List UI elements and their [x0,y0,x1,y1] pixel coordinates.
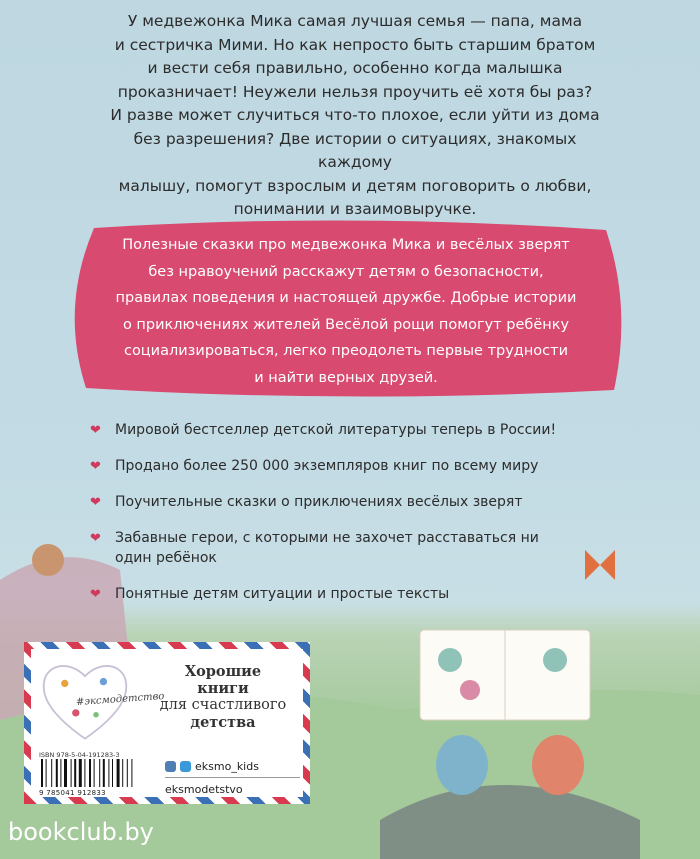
barcode-bar [41,759,43,787]
publisher-card [24,642,310,804]
heart-icon: ❤ [90,423,101,438]
barcode-bar [112,759,113,787]
isbn-text: ISBN 978-5-04-191283-3 [39,751,120,759]
highlight-line: и найти верных друзей. [254,369,438,386]
list-item [90,456,630,476]
intro-text [95,10,615,222]
barcode-bar [122,759,123,787]
barcode-bar [131,759,132,787]
barcode-bar [71,759,72,787]
highlight-line: социализироваться, легко преодолеть первые трудности [123,343,569,359]
intro-line: и вести себя правильно, особенно когда малышка [147,59,563,77]
list-item-text: Поучительные сказки о приключениях весёлых зверят [115,494,523,510]
watermark-text: bookclub.by [8,818,154,846]
slogan-line: Хорошие [184,663,262,680]
list-item [90,492,630,512]
list-item [90,584,630,604]
barcode-icon [39,759,157,789]
intro-line: малышу, помогут взрослым и детям поговорить о любви, [118,176,592,195]
intro-line: И разве может случиться что-то плохое, если уйти из дома [110,106,600,124]
list-item-text: Забавные герои, с которыми не захочет расставаться ни один ребёнок [115,530,539,566]
telegram-icon [180,761,191,772]
barcode-number: 9 785041 912833 [39,789,106,797]
highlight-line: Полезные сказки про медвежонка Мика и весёлых зверят [122,237,570,253]
highlight-box [66,218,626,398]
list-item [90,528,575,568]
barcode-bar [94,759,95,787]
barcode-bar [74,759,76,787]
barcode-bar [51,759,52,787]
barcode-bar [117,759,120,787]
social-links [165,757,300,798]
blue-frog-icon [436,735,488,795]
intro-line: проказничает! Неужели нельзя проучить её хотя бы раз? [117,82,593,101]
barcode-bar [60,759,61,787]
site-name: eksmodetstvo [165,782,243,796]
list-item-text: Понятные детям ситуации и простые тексты [115,586,450,602]
barcode-bar [56,759,58,787]
heart-icon: ❤ [90,587,101,602]
heart-icon: ❤ [90,531,101,546]
social-row[interactable] [165,757,300,775]
intro-line: без разрешения? Две истории о ситуациях, знакомых каждому [133,129,577,171]
highlight-line: без нравоучений расскажут детям о безопасности, [148,263,544,280]
list-item-text: Продано более 250 000 экземпляров книг по всему миру [115,458,539,474]
list-item [90,420,630,440]
vk-icon [165,761,176,772]
slogan-line: детства [190,714,256,731]
heart-icon: ❤ [90,459,101,474]
barcode-bar [84,759,85,787]
barcode-bar [99,759,100,787]
site-row[interactable] [165,780,300,798]
heart-icon: ❤ [90,495,101,510]
barcode-bar [46,759,47,787]
divider [165,777,300,778]
intro-line: понимании и взаимовыручке. [233,200,477,218]
list-item-text: Мировой бестселлер детской литературы теперь в России! [115,422,557,438]
barcode-bar [103,759,105,787]
intro-line: У медвежонка Мика самая лучшая семья — папа, мама [127,12,583,30]
feature-list [90,420,630,620]
barcode-bar [89,759,91,787]
intro-line: и сестричка Мими. Но как непросто быть старшим братом [114,35,596,54]
slogan [143,663,303,731]
squirrel-icon [32,544,64,576]
highlight-line: о приключениях жителей Весёлой рощи помогут ребёнку [122,316,570,333]
social-handle: eksmo_kids [195,759,259,773]
barcode-bar [79,759,82,787]
barcode-bar [64,759,67,787]
slogan-line: для счастливого [159,697,287,713]
orange-frog-icon [532,735,584,795]
slogan-line: книги [197,680,249,697]
barcode-bar [127,759,128,787]
brand-tag: #эксмодетство [75,690,165,709]
barcode-bar [108,759,109,787]
highlight-line: правилах поведения и настоящей дружбе. Добрые истории [115,290,577,306]
